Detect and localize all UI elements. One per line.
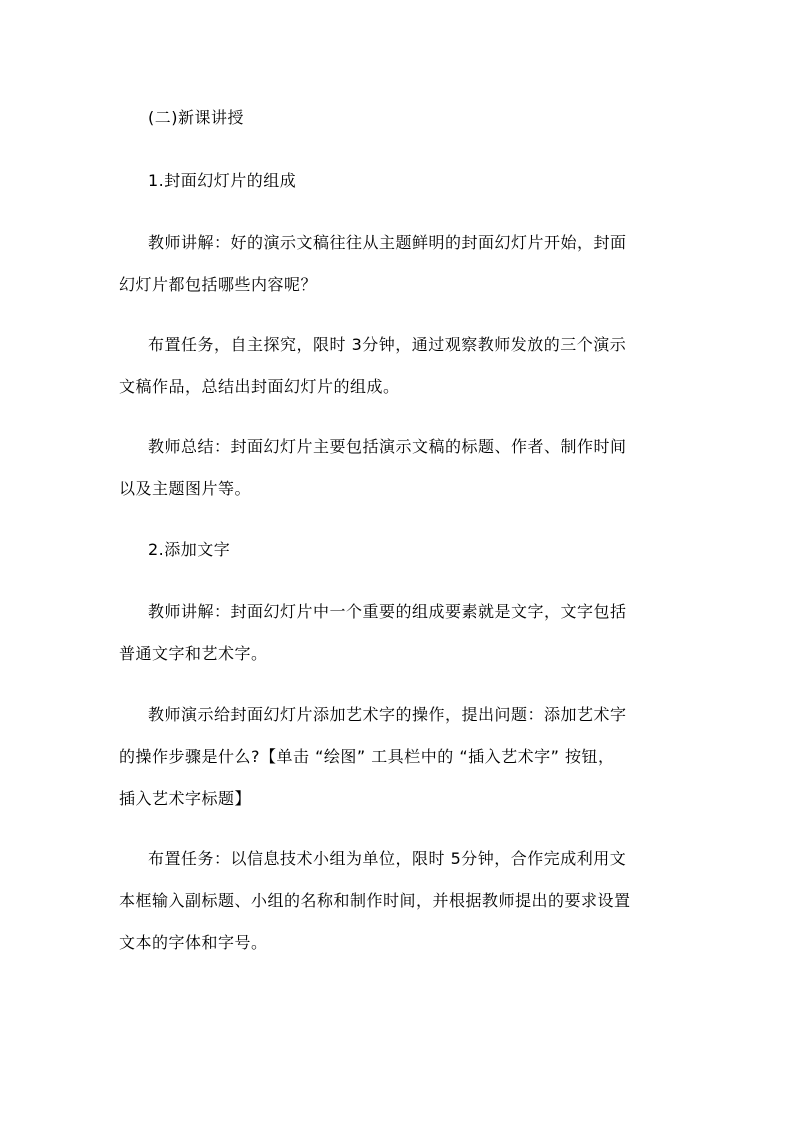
paragraph-line: 教师讲解：好的演示文稿往往从主题鲜明的封面幻灯片开始，封面: [148, 233, 627, 252]
paragraph-assign-task-1: [119, 324, 679, 408]
paragraph-line: 布置任务，自主探究，限时 3分钟，通过观察教师发放的三个演示: [148, 335, 627, 354]
paragraph-teacher-summary: [119, 426, 679, 510]
paragraph-line: 幻灯片都包括哪些内容呢？: [119, 275, 318, 294]
paragraph-line: 文本的字体和字号。: [119, 933, 268, 952]
section-heading-text: (二)新课讲授: [148, 108, 244, 127]
paragraph-teacher-demo: [119, 694, 679, 820]
subsection-heading-1-text: 1.封面幻灯片的组成: [148, 171, 297, 190]
paragraph-line: 的操作步骤是什么?【单击 “绘图” 工具栏中的 “插入艺术字” 按钮，: [119, 747, 615, 766]
paragraph-line: 本框输入副标题、小组的名称和制作时间，并根据教师提出的要求设置: [119, 891, 631, 910]
subsection-heading-2: [119, 529, 679, 571]
paragraph-teacher-explanation-2: [119, 591, 679, 675]
subsection-heading-1: [119, 160, 679, 202]
subsection-heading-2-text: 2.添加文字: [148, 540, 231, 559]
paragraph-line: 以及主题图片等。: [119, 479, 252, 498]
paragraph-line: 文稿作品，总结出封面幻灯片的组成。: [119, 377, 400, 396]
paragraph-line: 普通文字和艺术字。: [119, 644, 268, 663]
paragraph-teacher-explanation-1: [119, 222, 679, 306]
paragraph-line: 教师演示给封面幻灯片添加艺术字的操作，提出问题：添加艺术字: [148, 705, 627, 724]
section-heading: [119, 97, 679, 139]
paragraph-line: 布置任务：以信息技术小组为单位，限时 5分钟，合作完成利用文: [148, 849, 627, 868]
paragraph-assign-task-2: [119, 838, 679, 964]
paragraph-line: 教师总结：封面幻灯片主要包括演示文稿的标题、作者、制作时间: [148, 437, 627, 456]
paragraph-line: 教师讲解：封面幻灯片中一个重要的组成要素就是文字，文字包括: [148, 602, 627, 621]
paragraph-line: 插入艺术字标题】: [119, 789, 252, 808]
